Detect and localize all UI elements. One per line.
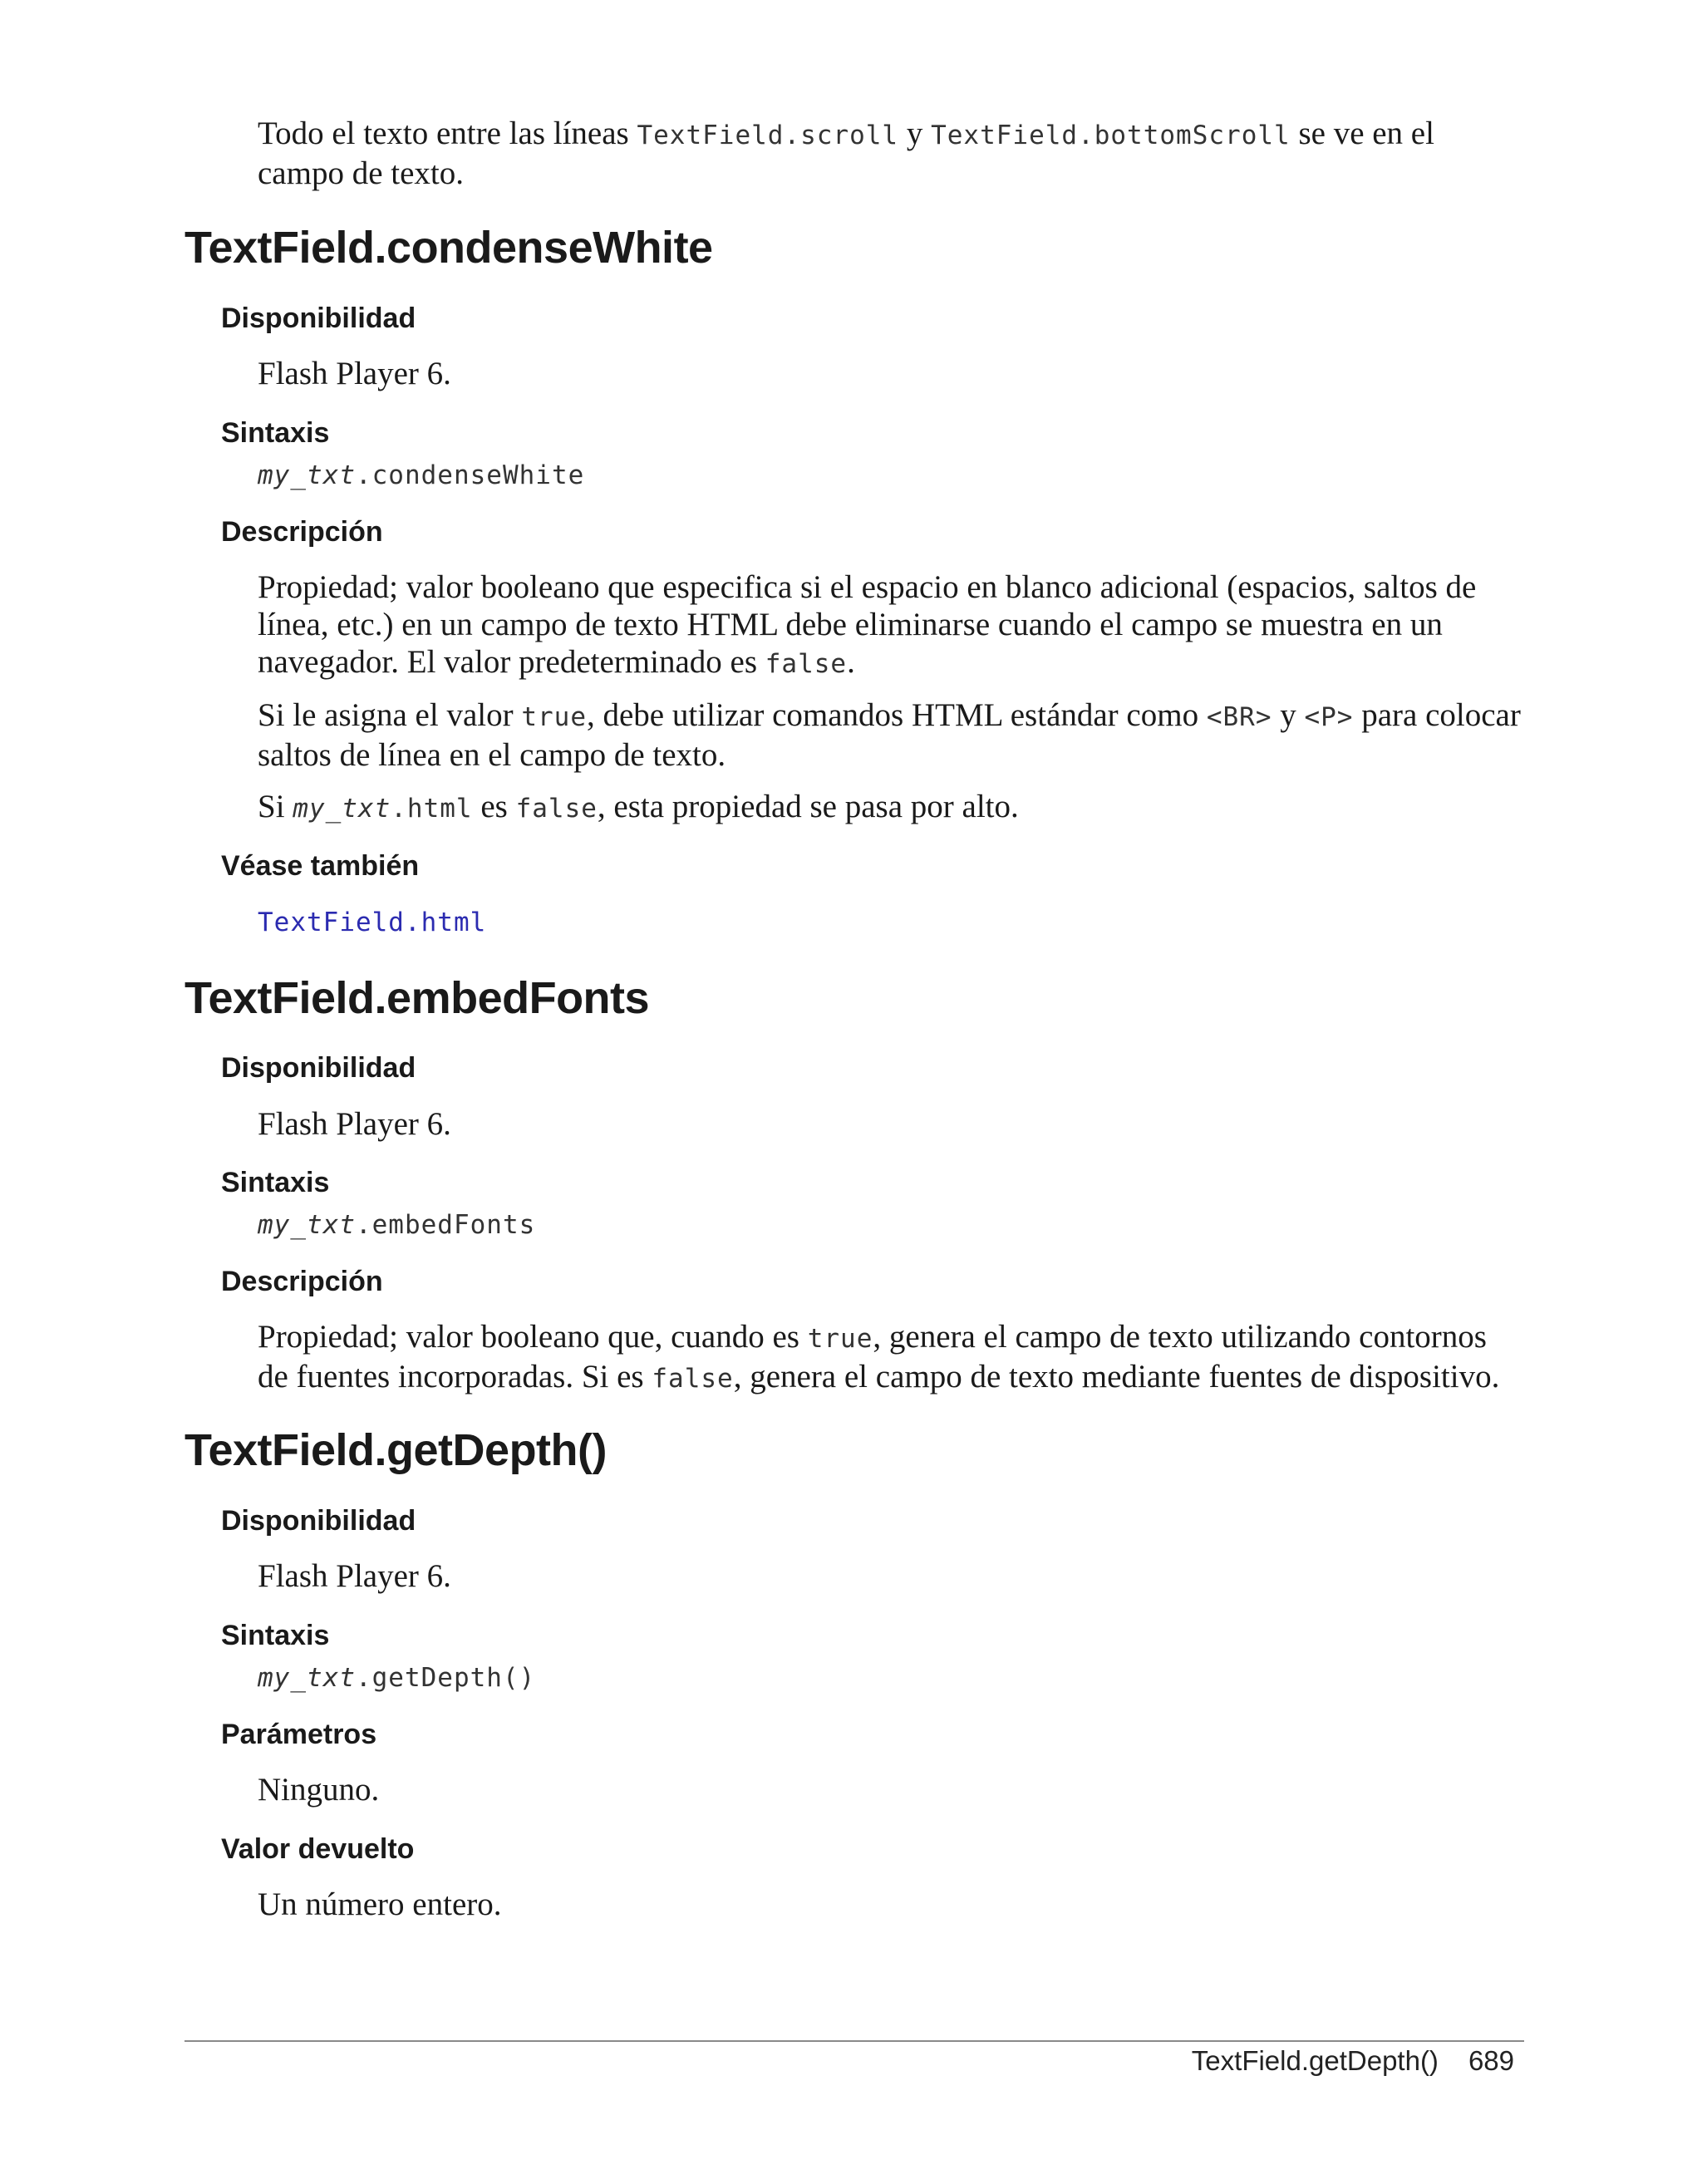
availability-text: Flash Player 6.	[258, 1106, 451, 1142]
heading-syntax: Sintaxis	[221, 417, 330, 449]
return-value-text: Un número entero.	[258, 1886, 502, 1922]
code-br-tag: <BR>	[1206, 702, 1272, 732]
intro-text: y	[898, 116, 932, 151]
syntax-code	[258, 1208, 535, 1242]
code-false: false	[652, 1364, 734, 1394]
intro-paragraph	[258, 115, 1521, 192]
heading-availability: Disponibilidad	[221, 1505, 416, 1537]
description-paragraph	[258, 696, 1521, 774]
see-also-link-textfield-html[interactable]: TextField.html	[258, 908, 487, 937]
intro-text: se ve en el campo de texto.	[258, 116, 1434, 191]
description-text: .	[847, 644, 855, 680]
description-text: para colocar saltos de línea en el campo de texto.	[258, 697, 1521, 773]
code-textfield-bottomscroll: TextField.bottomScroll	[931, 121, 1291, 150]
description-text: es	[472, 789, 516, 824]
syntax-code	[258, 459, 584, 492]
code-member: .html	[391, 794, 473, 824]
description-text: , debe utilizar comandos HTML estándar como	[587, 697, 1207, 733]
description-text: y	[1272, 697, 1305, 733]
heading-description: Descripción	[221, 516, 383, 548]
syntax-object: my_txt	[258, 1663, 356, 1693]
availability-text: Flash Player 6.	[258, 1558, 451, 1594]
availability-text: Flash Player 6.	[258, 356, 451, 391]
description-text: Si	[258, 789, 293, 824]
section-title-getdepth: TextField.getDepth()	[184, 1425, 607, 1475]
heading-syntax: Sintaxis	[221, 1620, 330, 1651]
description-text: Si le asigna el valor	[258, 697, 522, 733]
section-title-condensewhite: TextField.condenseWhite	[184, 223, 713, 273]
description-paragraph	[258, 788, 1521, 828]
heading-return-value: Valor devuelto	[221, 1833, 415, 1865]
syntax-object: my_txt	[258, 1210, 356, 1240]
code-textfield-scroll: TextField.scroll	[637, 121, 899, 150]
description-text: , genera el campo de texto utilizando contornos de fuentes incorporadas. Si es	[258, 1319, 1487, 1395]
section-title-embedfonts: TextField.embedFonts	[184, 973, 650, 1023]
code-false: false	[515, 794, 598, 824]
heading-description: Descripción	[221, 1266, 383, 1297]
running-title: TextField.getDepth()	[1191, 2045, 1439, 2076]
description-paragraph	[258, 568, 1521, 683]
heading-parameters: Parámetros	[221, 1719, 377, 1750]
syntax-code	[258, 1661, 535, 1695]
syntax-member: .getDepth()	[355, 1663, 536, 1693]
code-true: true	[521, 702, 587, 732]
heading-syntax: Sintaxis	[221, 1167, 330, 1198]
syntax-object: my_txt	[258, 460, 356, 490]
description-text: Propiedad; valor booleano que especifica si el espacio en blanco adicional (espacios, saltos de línea, etc.) en un campo de texto HTML debe eliminarse cuando el campo se muestra en un navegador. El valor predeterminado es	[258, 569, 1477, 680]
syntax-member: .embedFonts	[355, 1210, 536, 1240]
intro-text: Todo el texto entre las líneas	[258, 116, 637, 151]
parameters-text: Ninguno.	[258, 1772, 380, 1808]
description-text: , genera el campo de texto mediante fuentes de dispositivo.	[733, 1359, 1500, 1395]
page-footer	[1192, 2019, 1514, 2103]
code-false: false	[765, 649, 848, 679]
heading-availability: Disponibilidad	[221, 303, 416, 334]
heading-see-also: Véase también	[221, 850, 420, 882]
description-text: , esta propiedad se pasa por alto.	[597, 789, 1019, 824]
code-p-tag: <P>	[1304, 702, 1354, 732]
heading-availability: Disponibilidad	[221, 1052, 416, 1084]
syntax-member: .condenseWhite	[355, 460, 585, 490]
code-object: my_txt	[293, 794, 391, 824]
description-paragraph	[258, 1318, 1521, 1398]
description-text: Propiedad; valor booleano que, cuando es	[258, 1319, 808, 1355]
page-number: 689	[1468, 2045, 1514, 2076]
code-true: true	[807, 1324, 873, 1354]
